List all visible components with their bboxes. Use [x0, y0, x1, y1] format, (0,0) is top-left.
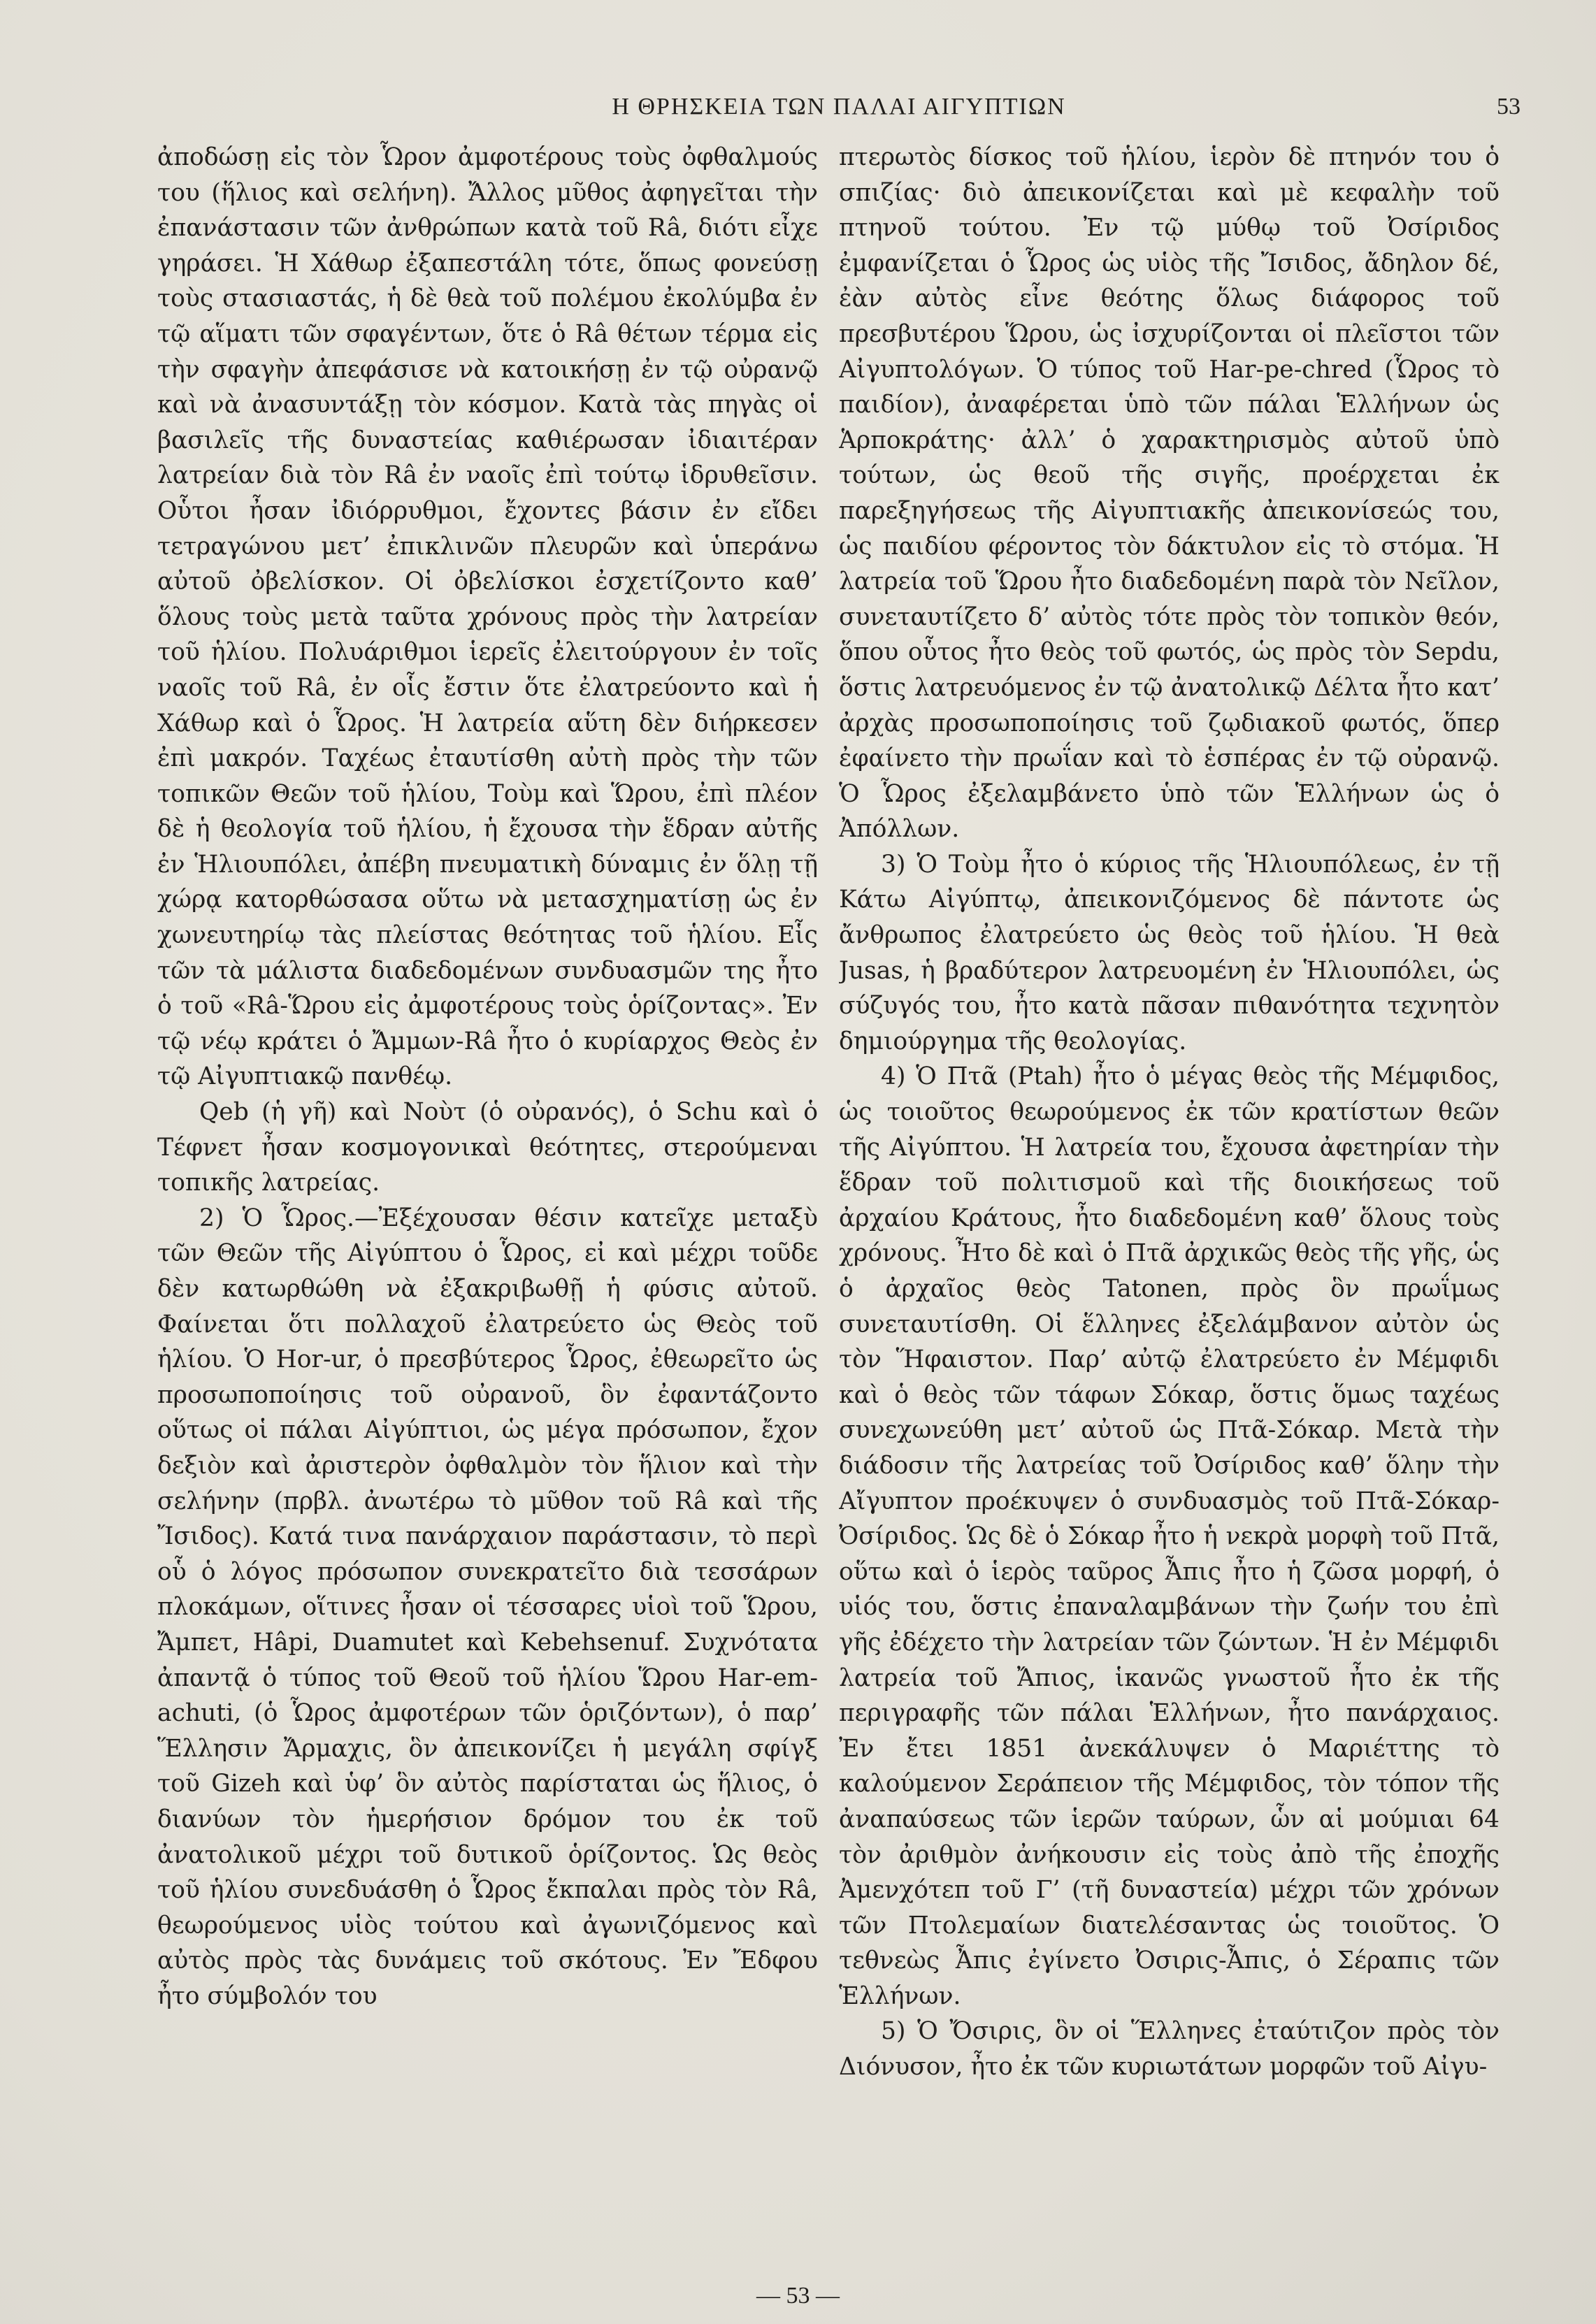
paragraph: Qeb (ἡ γῆ) καὶ Νοὺτ (ὁ οὐρανός), ὁ Schu καὶ ὁ Τέφνετ ἦσαν κοσμογονικαὶ θεότητες, στερούμεναι τοπικῆς λατρείας.	[157, 1098, 818, 1197]
running-head	[157, 89, 1520, 124]
paragraph: 3) Ὁ Τοὺμ ἦτο ὁ κύριος τῆς Ἡλιουπόλεως, ἐν τῇ Κάτω Αἰγύπτῳ, ἀπεικονιζόμενος δὲ πάντοτε ὡς ἄνθρωπος ἐλατρεύετο ὡς θεὸς τοῦ ἡλίου. Ἡ θεὰ Jusas, ἡ βραδύτερον λατρευομένη ἐν Ἡλιουπόλει, ὡς σύζυγός του, ἦτο κατὰ πᾶσαν πιθανότητα τεχνητὸν δημιούργημα τῆς θεολογίας.	[839, 850, 1500, 1055]
paragraph: πτερωτὸς δίσκος τοῦ ἡλίου, ἱερὸν δὲ πτηνόν του ὁ σπιζίας· διὸ ἀπεικονίζεται καὶ μὲ κεφαλὴν τοῦ πτηνοῦ τούτου. Ἐν τῷ μύθῳ τοῦ Ὀσίριδος ἐμφανίζεται ὁ Ὧρος ὡς υἱὸς τῆς Ἴσιδος, ἄδηλον δέ, ἐὰν αὐτὸς εἶνε θεότης ὅλως διάφορος τοῦ πρεσβυτέρου Ὥρου, ὡς ἰσχυρίζονται οἱ πλεῖστοι τῶν Αἰγυπτολόγων. Ὁ τύπος τοῦ Har-pe-chred (Ὧρος τὸ παιδίον), ἀναφέρεται ὑπὸ τῶν πάλαι Ἑλλήνων ὡς Ἁρποκράτης· ἀλλ’ ὁ χαρακτηρισμὸς αὐτοῦ ὑπὸ τούτων, ὡς θεοῦ τῆς σιγῆς, προέρχεται ἐκ παρεξηγήσεως τῆς Αἰγυπτιακῆς ἀπεικονίσεώς του, ὡς παιδίου φέροντος τὸν δάκτυλον εἰς τὸ στόμα. Ἡ λατρεία τοῦ Ὥρου ἦτο διαδεδομένη παρὰ τὸν Νεῖλον, συνεταυτίζετο δ’ αὐτὸς τότε πρὸς τὸν τοπικὸν θεόν, ὅπου οὗτος ἦτο θεὸς τοῦ φωτός, ὡς πρὸς τὸν Sepdu, ὅστις λατρευόμενος ἐν τῷ ἀνατολικῷ Δέλτα ἦτο κατ’ ἀρχὰς προσωποποίησις τοῦ ζῳδιακοῦ φωτός, ὅπερ ἐφαίνετο τὴν πρωΐαν καὶ τὸ ἑσπέρας ἐν τῷ οὐρανῷ. Ὁ Ὧρος ἐξελαμβάνετο ὑπὸ τῶν Ἑλλήνων ὡς ὁ Ἀπόλλων.	[839, 143, 1500, 844]
paragraph: 4) Ὁ Πτᾶ (Ptah) ἦτο ὁ μέγας θεὸς τῆς Μέμφιδος, ὡς τοιοῦτος θεωρούμενος ἐκ τῶν κρατίστων θεῶν τῆς Αἰγύπτου. Ἡ λατρεία του, ἔχουσα ἀφετηρίαν τὴν ἕδραν τοῦ πολιτισμοῦ καὶ τῆς διοικήσεως τοῦ ἀρχαίου Κράτους, ἦτο διαδεδομένη καθ’ ὅλους τοὺς χρόνους. Ἦτο δὲ καὶ ὁ Πτᾶ ἀρχικῶς θεὸς τῆς γῆς, ὡς ὁ ἀρχαῖος θεὸς Tatonen, πρὸς ὃν πρωΐμως συνεταυτίσθη. Οἱ ἕλληνες ἐξελάμβανον αὐτὸν ὡς τὸν Ἥφαιστον. Παρ’ αὐτῷ ἐλατρεύετο ἐν Μέμφιδι καὶ ὁ θεὸς τῶν τάφων Σόκαρ, ὅστις ὅμως ταχέως συνεχωνεύθη μετ’ αὐτοῦ ὡς Πτᾶ-Σόκαρ. Μετὰ τὴν διάδοσιν τῆς λατρείας τοῦ Ὀσίριδος καθ’ ὅλην τὴν Αἴγυπτον προέκυψεν ὁ συνδυασμὸς τοῦ Πτᾶ-Σόκαρ-Ὀσίριδος. Ὡς δὲ ὁ Σόκαρ ἦτο ἡ νεκρὰ μορφὴ τοῦ Πτᾶ, οὕτω καὶ ὁ ἱερὸς ταῦρος Ἆπις ἦτο ἡ ζῶσα μορφή, ὁ υἱός του, ὅστις ἐπαναλαμβάνων τὴν ζωήν του ἐπὶ γῆς ἐδέχετο τὴν λατρείαν τῶν ζώντων. Ἡ ἐν Μέμφιδι λατρεία τοῦ Ἄπιος, ἱκανῶς γνωστοῦ ἦτο ἐκ τῆς περιγραφῆς τῶν πάλαι Ἑλλήνων, ἦτο πανάρχαιος. Ἐν ἔτει 1851 ἀνεκάλυψεν ὁ Μαριέττης τὸ καλούμενον Σεράπειον τῆς Μέμφιδος, τὸν τόπον τῆς ἀναπαύσεως τῶν ἱερῶν ταύρων, ὧν αἱ μούμιαι 64 τὸν ἀριθμὸν ἀνήκουσιν εἰς τοὺς ἀπὸ τῆς ἐποχῆς Ἀμενχότεπ τοῦ Γ’ (τῆ δυναστεία) μέχρι τῶν χρόνων τῶν Πτολεμαίων διατελέσαντας ὡς τοιοῦτος. Ὁ τεθνεὼς Ἆπις ἐγίνετο Ὀσιρις-Ἆπις, ὁ Σέραπις τῶν Ἑλλήνων.	[839, 1062, 1500, 2010]
footer-page-number: — 53 —	[756, 2283, 840, 2309]
left-column	[157, 140, 818, 2265]
running-title: Η ΘΡΗΣΚΕΙΑ ΤΩΝ ΠΑΛΑΙ ΑΙΓΥΠΤΙΩΝ	[612, 94, 1066, 120]
paragraph: 2) Ὁ Ὧρος.—Ἐξέχουσαν θέσιν κατεῖχε μεταξὺ τῶν Θεῶν τῆς Αἰγύπτου ὁ Ὧρος, εἰ καὶ μέχρι τοῦδε δὲν κατωρθώθη νὰ ἐξακριβωθῇ ἡ φύσις αὐτοῦ. Φαίνεται ὅτι πολλαχοῦ ἐλατρεύετο ὡς Θεὸς τοῦ ἡλίου. Ὁ Hor-ur, ὁ πρεσβύτερος Ὧρος, ἐθεωρεῖτο ὡς προσωποποίησις τοῦ οὐρανοῦ, ὃν ἐφαντάζοντο οὕτως οἱ πάλαι Αἰγύπτιοι, ὡς μέγα πρόσωπον, ἔχον δεξιὸν καὶ ἀριστερὸν ὀφθαλμὸν τὸν ἥλιον καὶ τὴν σελήνην (πρβλ. ἀνωτέρω τὸ μῦθον τοῦ Râ καὶ τῆς Ἴσιδος). Κατά τινα πανάρχαιον παράστασιν, τὸ περὶ οὗ ὁ λόγος πρόσωπον συνεκρατεῖτο διὰ τεσσάρων πλοκάμων, οἵτινες ἦσαν οἱ τέσσαρες υἱοὶ τοῦ Ὥρου, Ἄμπετ, Hâpi, Duamutet καὶ Kebehsenuf. Συχνότατα ἀπαντᾷ ὁ τύπος τοῦ Θεοῦ τοῦ ἡλίου Ὥρου Har-em-achuti, (ὁ Ὧρος ἀμφοτέρων τῶν ὁριζόντων), ὁ παρ’ Ἕλλησιν Ἄρμαχις, ὃν ἀπεικονίζει ἡ μεγάλη σφίγξ τοῦ Gizeh καὶ ὑφ’ ὃν αὐτὸς παρίσταται ὡς ἥλιος, ὁ διανύων τὸν ἡμερήσιον δρόμον του ἐκ τοῦ ἀνατολικοῦ μέχρι τοῦ δυτικοῦ ὁρίζοντος. Ὡς θεὸς τοῦ ἡλίου συνεδυάσθη ὁ Ὧρος ἔκπαλαι πρὸς τὸν Râ, θεωρούμενος υἱὸς τούτου καὶ ἀγωνιζόμενος καὶ αὐτὸς πρὸς τὰς δυνάμεις τοῦ σκότους. Ἐν Ἔδφου ἦτο σύμβολόν του	[157, 1204, 818, 2010]
paragraph: 5) Ὁ Ὄσιρις, ὃν οἱ Ἕλληνες ἐταύτιζον πρὸς τὸν Διόνυσον, ἦτο ἐκ τῶν κυριωτάτων μορφῶν τοῦ Αἰγυ-	[839, 2017, 1500, 2081]
right-column	[839, 140, 1500, 2265]
page-number-top: 53	[1497, 94, 1520, 120]
paragraph: ἀποδώσῃ εἰς τὸν Ὧρον ἀμφοτέρους τοὺς ὀφθαλμούς του (ἥλιος καὶ σελήνη). Ἄλλος μῦθος ἀφηγεῖται τὴν ἐπανάστασιν τῶν ἀνθρώπων κατὰ τοῦ Râ, διότι εἶχε γηράσει. Ἡ Χάθωρ ἐξαπεστάλη τότε, ὅπως φονεύσῃ τοὺς στασιαστάς, ἡ δὲ θεὰ τοῦ πολέμου ἐκολύμβα ἐν τῷ αἵματι τῶν σφαγέντων, ὅτε ὁ Râ θέτων τέρμα εἰς τὴν σφαγὴν ἀπεφάσισε νὰ κατοικήσῃ ἐν τῷ οὐρανῷ καὶ νὰ ἀνασυντάξῃ τὸν κόσμον. Κατὰ τὰς πηγὰς οἱ βασιλεῖς τῆς δυναστείας καθιέρωσαν ἰδιαιτέραν λατρείαν διὰ τὸν Râ ἐν ναοῖς ἐπὶ τούτῳ ἱδρυθεῖσιν. Οὗτοι ἦσαν ἰδιόρρυθμοι, ἔχοντες βάσιν ἐν εἴδει τετραγώνου μετ’ ἐπικλινῶν πλευρῶν καὶ ὑπεράνω αὐτοῦ ὀβελίσκον. Οἱ ὀβελίσκοι ἐσχετίζοντο καθ’ ὅλους τοὺς μετὰ ταῦτα χρόνους πρὸς τὴν λατρείαν τοῦ ἡλίου. Πολυάριθμοι ἱερεῖς ἐλειτούργουν ἐν τοῖς ναοῖς τοῦ Râ, ἐν οἷς ἔστιν ὅτε ἐλατρεύοντο καὶ ἡ Χάθωρ καὶ ὁ Ὧρος. Ἡ λατρεία αὕτη δὲν διήρκεσεν ἐπὶ μακρόν. Ταχέως ἐταυτίσθη αὐτὴ πρὸς τὴν τῶν τοπικῶν Θεῶν τοῦ ἡλίου, Τοὺμ καὶ Ὥρου, ἐπὶ πλέον δὲ ἡ θεολογία τοῦ ἡλίου, ἡ ἔχουσα τὴν ἕδραν αὐτῆς ἐν Ἡλιουπόλει, ἀπέβη πνευματικὴ δύναμις ἐν ὅλῃ τῇ χώρᾳ κατορθώσασα οὕτω νὰ μετασχηματίσῃ ὡς ἐν χωνευτηρίῳ τὰς πλείστας θεότητας τοῦ ἡλίου. Εἷς τῶν τὰ μάλιστα διαδεδομένων συνδυασμῶν της ἦτο ὁ τοῦ «Râ-Ὥρου εἰς ἀμφοτέρους τοὺς ὁρίζοντας». Ἐν τῷ νέῳ κράτει ὁ Ἄμμων-Râ ἦτο ὁ κυρίαρχος Θεὸς ἐν τῷ Αἰγυπτιακῷ πανθέῳ.	[157, 143, 818, 1091]
